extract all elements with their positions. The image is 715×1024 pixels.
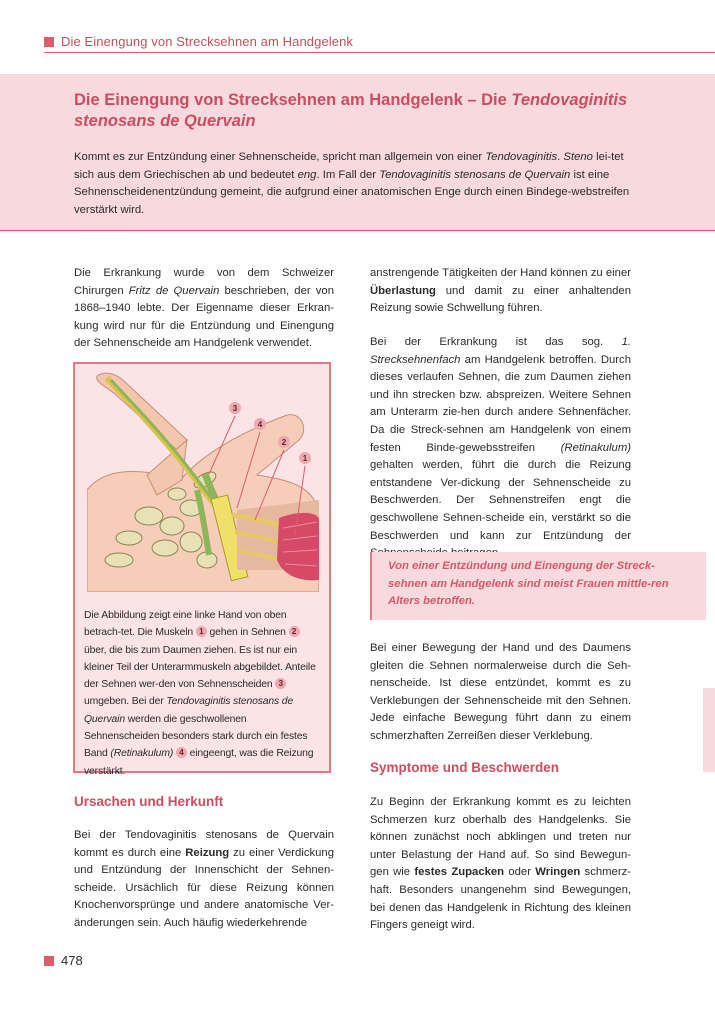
svg-text:4: 4 xyxy=(257,420,263,429)
anatomy-figure xyxy=(73,362,331,777)
figure-marker-3 xyxy=(229,402,241,414)
page-number-text: 478 xyxy=(61,953,83,968)
figure-marker-2 xyxy=(278,436,290,448)
figure-caption: Die Abbildung zeigt eine linke Hand von oben betrach-tet. Die Muskeln 1 gehen in Sehnen 2 über, die bis zum Daumen ziehen. Es ist nur ein kleiner Teil der Unterarmmuskeln abgebildet. Anteile der Sehnen wer-den von Sehnenscheiden 3 umgeben. Bei der Tendovaginitis stenosans de Quervain werden die geschwollenen Sehnenscheiden besonders stark durch ein festes Band (Retinakulum) 4 eingeengt, was die Reizung verstärkt. xyxy=(84,610,316,777)
page-number-marker xyxy=(44,956,54,966)
highlight-callout xyxy=(370,552,706,620)
section-title-symptoms: Symptome und Beschwerden xyxy=(370,760,560,775)
callout-text: Von einer Entzündung und Einengung der Streck-sehnen am Handgelenk sind meist Frauen mittle-ren Alters betroffen. xyxy=(388,560,669,608)
symptoms-paragraph: Zu Beginn der Erkrankung kommt es zu leichten Schmerzen kurz oberhalb des Handgelenks. Sie können zunächst noch abklingen und treten nur unter Belastung der Hand auf. So sind Bewegun-gen wie festes Zupacken oder Wringen schmerz-haft. Besonders unangenehm sind Bewegungen, bei denen das Handgelenk in Richtung des kleinen Fingers geneigt wird. xyxy=(370,796,632,932)
svg-text:3: 3 xyxy=(232,404,238,413)
running-head-marker xyxy=(44,37,54,47)
caption-marker-1: 1 xyxy=(196,626,207,637)
caption-marker-4: 4 xyxy=(176,747,187,758)
hand-anatomy-illustration xyxy=(87,370,319,592)
figure-marker-1 xyxy=(299,452,311,464)
svg-text:1: 1 xyxy=(302,454,308,463)
running-head-text: Die Einengung von Strecksehnen am Handgelenk xyxy=(61,34,354,49)
intro-panel xyxy=(0,74,715,231)
causes-paragraph: Bei der Tendovaginitis stenosans de Quervain kommt es durch eine Reizung zu einer Verdickung und Entzündung der Innenschicht der Sehnen-scheide. Ursächlich für diese Reizung können Knochenvorsprünge und andere anatomische Ver-änderungen sein. Auch häufig wiederkehrende xyxy=(74,829,334,929)
left-paragraph-history: Die Erkrankung wurde von dem Schweizer Chirurgen Fritz de Quervain beschrieben, der von 1868–1940 lebte. Der Eigenname dieser Erkran-kung wird nur für die Entzündung und Einengung der Sehnenscheide am Handgelenk verwendet. xyxy=(74,267,334,350)
thumb-index-tab xyxy=(703,688,715,772)
page-title: Die Einengung von Strecksehnen am Handgelenk – Die Tendovaginitis stenosans de Quervain xyxy=(74,91,628,130)
figure-marker-4 xyxy=(254,418,266,430)
running-head xyxy=(44,34,715,53)
right-paragraph-extensor-compartment: Bei der Erkrankung ist das sog. 1. Strecksehnenfach am Handgelenk betroffen. Durch dieses verlaufen Sehnen, die zum Daumen ziehen und ihn strecken bzw. abspreizen. Weitere Sehnen am Unterarm zie-hen durch andere Sehnenfächer. Da die Streck-sehnen am Handgelenk von einem festen Binde-gewebsstreifen (Retinakulum) gehalten werden, führt die durch die Reizung entstandene Ver-dickung der Sehnenscheide zu Beschwerden. Der Sehnenstreifen engt die geschwollene Sehnen-scheide ein, verstärkt so die Beschwerden und kann zur Entzündung der xyxy=(370,336,631,542)
right-paragraph-overload: anstrengende Tätigkeiten der Hand können zu einer Überlastung und damit zu einer anhaltenden Reizung sowie Schwellung führen. xyxy=(370,267,631,315)
section-title-causes: Ursachen und Herkunft xyxy=(74,794,224,809)
right-paragraph-movement: Bei einer Bewegung der Hand und des Daumens gleiten die Sehnen normalerweise durch die Seh-nenscheide. Ist diese entzündet, kommt es zu Verklebungen der Sehnenscheide mit den Sehnen. Jede einfache Bewegung führt dann zu einem schmerzhaften Zerreißen dieser Verklebung. xyxy=(370,642,631,742)
caption-marker-3: 3 xyxy=(275,678,286,689)
caption-marker-2: 2 xyxy=(289,626,300,637)
intro-text: Kommt es zur Entzündung einer Sehnenscheide, spricht man allgemein von einer Tendovaginitis. Steno lei-tet sich aus dem Griechischen ab und bedeutet eng. Im Fall der Tendovaginitis stenosans de Quervain ist eine Sehnenscheidenentzündung gemeint, die aufgrund einer anatomischen Enge durch einen Bindege-webstreifen verstärkt wird. xyxy=(74,151,630,216)
svg-text:2: 2 xyxy=(281,438,287,447)
